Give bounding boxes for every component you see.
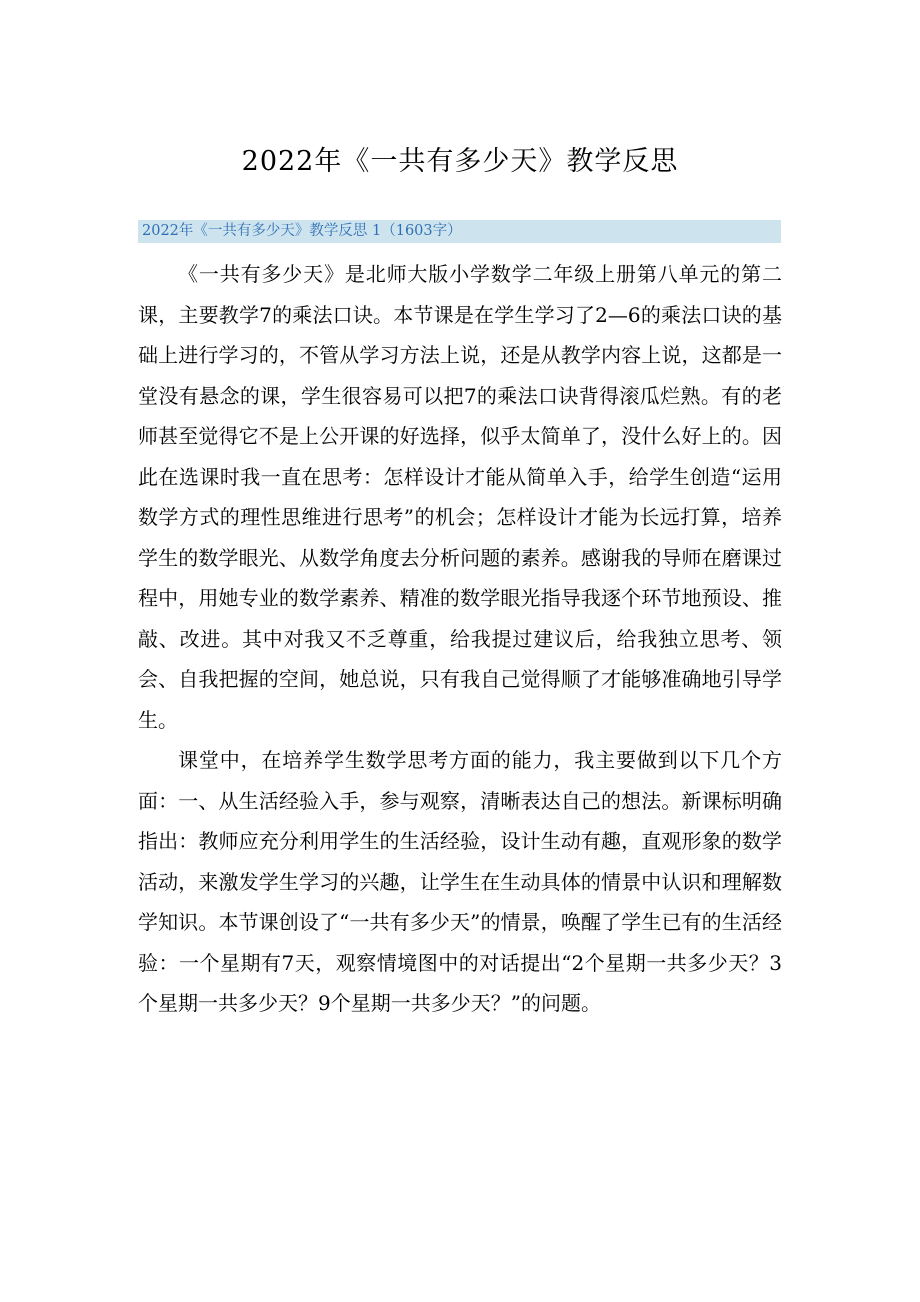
paragraph-2: 课堂中，在培养学生数学思考方面的能力，我主要做到以下几个方面：一、从生活经验入手，参与观察，清晰表达自己的想法。新课标明确指出：教师应充分利用学生的生活经验，设计生动有趣，直观形象的数学活动，来激发学生学习的兴趣，让学生在生动具体的情景中认识和理解数学知识。本节课创设了“一共有多少天”的情景，唤醒了学生已有的生活经验：一个星期有7天，观察情境图中的对话提出“2个星期一共多少天？3个星期一共多少天？9个星期一共多少天？”的问题。 <box>138 748 782 1015</box>
paragraph-1: 《一共有多少天》是北师大版小学数学二年级上册第八单元的第二课，主要教学7的乘法口诀。本节课是在学生学习了2—6的乘法口诀的基础上进行学习的，不管从学习方法上说，还是从教学内容上说，这都是一堂没有悬念的课，学生很容易可以把7的乘法口诀背得滚瓜烂熟。有的老师甚至觉得它不是上公开课的好选择，似乎太简单了，没什么好上的。因此在选课时我一直在思考：怎样设计才能从简单入手，给学生创造“运用数学方式的理性思维进行思考”的机会；怎样设计才能为长远打算，培养学生的数学眼光、从数学角度去分析问题的素养。感谢我的导师在磨课过程中，用她专业的数学素养、精准的数学眼光指导我逐个环节地预设、推敲、改进。其中对我又不乏尊重，给我提过建议后，给我独立思考、领会、自我把握的空间，她总说，只有我自己觉得顺了才能够准确地引导学生。 <box>138 262 782 732</box>
section-heading[interactable]: 2022年《一共有多少天》教学反思 1（1603字） <box>138 220 781 243</box>
document-title: 2022年《一共有多少天》教学反思 <box>241 146 679 177</box>
document-body <box>138 254 782 1024</box>
